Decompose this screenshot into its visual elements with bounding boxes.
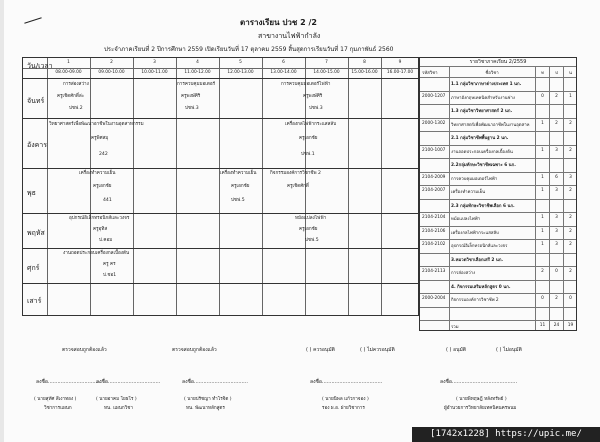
class-teacher: ครูอุทิส (93, 227, 108, 232)
term-info: ประจำภาคเรียนที่ 2 ปีการศึกษา 2559 เปิดเรียนวันที่ 17 ตุลาคม 2559 สิ้นสุดการเรียนวันที่ 17 กุมภาพันธ์ 2560 (104, 46, 394, 53)
class-teacher: ครูเอกชัย (93, 184, 112, 189)
class-subject: เครื่องทำความเย็น (79, 171, 116, 176)
subject-name: การควบคุมมอเตอร์ไฟฟ้า (451, 176, 498, 182)
col-credits: น (569, 71, 572, 76)
subject-practice: 3 (555, 215, 558, 220)
subject-row (420, 307, 576, 318)
subject-practice: 6 (555, 174, 558, 180)
subject-theory: 0 (541, 296, 544, 301)
doc-subtitle: สาขางานไฟฟ้ากำลัง (258, 32, 321, 40)
subject-code: 2104-2102 (422, 242, 446, 247)
subject-credits: 1 (569, 93, 572, 99)
approval-approve: ( ) อนุมัติ (446, 347, 467, 353)
period-number: 2 (110, 60, 113, 65)
period-number: 3 (153, 60, 156, 65)
subject-name: อุปกรณ์อิเล็กทรอนิกส์และวงจร (451, 244, 508, 249)
signatory-role: วิชาการแผนก (44, 406, 72, 411)
subject-name: 4. กิจกรรมเสริมหลักสูตร 0 นก. (451, 284, 511, 290)
subject-row (420, 185, 576, 196)
signatory-name: ( นายปรัชญา ทำโรจิต ) (184, 397, 232, 402)
subject-row (420, 131, 576, 142)
subject-code: 2000-1302 (422, 120, 446, 126)
grid-line (381, 58, 382, 315)
subject-name: รวม (451, 325, 459, 330)
subject-row (420, 91, 576, 102)
signature-line: ลงชื่อ......................................... (440, 379, 518, 385)
period-time: 12.00-13.00 (227, 70, 254, 75)
class-subject: การส่องสว่าง (63, 82, 89, 87)
class-subject: วิทยาศาสตร์เพื่อพัฒนาอาชีพในงานอุตสาหกรรม (49, 122, 144, 127)
class-teacher: ครูเอกชัย (231, 184, 250, 189)
grid-line (219, 58, 220, 315)
signatory-name: ( นายสุทัศ สีเงาทอง ) (34, 397, 77, 402)
class-subject: การควบคุมมอเตอร์ไฟฟ้า (281, 82, 331, 87)
period-number: 8 (363, 60, 366, 65)
day-tuesday: อังคาร (27, 141, 47, 149)
subject-practice: 3 (555, 242, 558, 247)
class-room: ปชฟ.5 (305, 238, 319, 243)
grid-line (348, 58, 349, 315)
subject-practice: 3 (555, 188, 558, 193)
subject-practice: 3 (555, 228, 558, 234)
subject-row (420, 199, 576, 210)
class-teacher: ครูพงษ์ศิริ (181, 94, 201, 99)
grid-line (23, 68, 418, 69)
approval-not-recommend: ( ) ไม่ควรอนุมัติ (360, 347, 395, 353)
subject-code: 2000-1207 (422, 93, 446, 99)
signatory-name: ( นายอาคม โยธโร ) (96, 397, 137, 402)
signatory-role: หน. แผนกวิชา (104, 406, 133, 411)
subject-row (420, 118, 576, 129)
subject-row (420, 226, 576, 237)
subject-theory: 1 (541, 215, 544, 220)
col-theory: ท (541, 71, 544, 76)
grid-line (133, 58, 134, 315)
signatory-name: ( นายพิทฤษฎี หลังทรัพย์ ) (456, 397, 507, 402)
class-subject: งานถอดประกอบเครื่องกลเบื้องต้น (63, 251, 130, 256)
day-friday: ศุกร์ (27, 264, 40, 272)
grid-line (90, 58, 91, 315)
approval-checked-1: ตรวจสอบถูกต้องแล้ว (62, 347, 107, 353)
class-room: 242 (99, 152, 108, 157)
subject-name: เครื่องกลไฟฟ้ากระแสสลับ (451, 230, 499, 236)
grid-line (23, 168, 418, 169)
period-time: 13.00-14.00 (270, 70, 297, 75)
day-monday: จันทร์ (27, 97, 45, 105)
subject-theory: 1 (541, 188, 544, 193)
grid-line (176, 58, 177, 315)
col-practice: ป (555, 71, 558, 76)
grid-line (262, 58, 263, 315)
subjects-header: รายวิชาภาคเรียน 2/2559 (469, 59, 527, 65)
signatory-role: หน. พัฒนาหลักสูตร (186, 406, 225, 411)
class-subject: การควบคุมมอเตอร์ (177, 82, 216, 87)
timetable-grid (22, 57, 419, 316)
subject-name: 3.หมวดวิชาเลือกเสรี 2 นก. (451, 257, 504, 263)
subject-credits: 0 (569, 296, 572, 301)
subject-row (420, 212, 576, 223)
class-subject: อุปกรณ์อิเล็กทรอนิกส์และวงจร (69, 216, 130, 221)
approval-checked-2: ตรวจสอบถูกต้องแล้ว (172, 347, 217, 353)
image-watermark: [1742x1228] https://upic.me/ (412, 427, 600, 442)
grid-line (23, 283, 418, 284)
class-room: 441 (103, 198, 112, 203)
signatory-role: ผู้อำนวยการวิทยาลัยเทคนิคนครพนม (444, 406, 517, 411)
period-number: 9 (398, 60, 402, 65)
class-room: ปชฟ.3 (185, 106, 199, 111)
class-subject: เครื่องกลไฟฟ้ากระแสสลับ (285, 122, 337, 127)
signature-line: ลงชื่อ................................. (96, 379, 161, 385)
period-time: 14.00-15.00 (313, 70, 340, 75)
subject-name: เครื่องทำความเย็น (451, 190, 486, 195)
corner-label: วัน/เวลา (27, 62, 53, 70)
subject-name: การส่องสว่าง (451, 271, 476, 276)
class-teacher: ครูเชิดศักดิ์ (287, 184, 309, 189)
col-name: ชื่อวิชา (485, 71, 499, 76)
period-number: 4 (196, 60, 199, 65)
subject-row (420, 104, 576, 115)
day-saturday: เสาร์ (27, 297, 42, 305)
class-teacher: ครูพิศสมุ (91, 136, 109, 141)
period-time: 09.00-10.00 (98, 70, 125, 75)
subject-name: หม้อแปลงไฟฟ้า (451, 217, 481, 222)
class-teacher: ครูเอกชัย (299, 227, 318, 232)
signature-line: ลงชื่อ...................................... (310, 379, 383, 385)
subject-row (420, 172, 576, 183)
subject-code: 2000-2004 (422, 296, 446, 301)
subject-row (420, 239, 576, 250)
subject-credits: 3 (569, 174, 572, 180)
subject-practice: 2 (555, 120, 558, 126)
subject-name: ภาษาอังกฤษเทคนิคสำหรับงานช่าง (451, 95, 515, 101)
subject-theory: 1 (541, 120, 544, 126)
signatory-role: รอง ผ.อ. ฝ่ายวิชาการ (322, 406, 365, 411)
subject-credits: 2 (569, 147, 572, 153)
subject-code: 2104-2007 (422, 188, 446, 193)
pen-mark (24, 17, 41, 24)
subject-theory: 1 (541, 242, 544, 247)
subject-practice: 2 (555, 296, 558, 301)
period-number: 6 (282, 60, 285, 65)
subject-theory: 0 (541, 93, 544, 99)
subject-row (420, 145, 576, 156)
subject-credits: 2 (569, 215, 572, 220)
signature-line: ลงชื่อ.................................. (182, 379, 248, 385)
subject-name: 2.3 กลุ่มทักษะวิชาชีพเลือก 6 นก. (451, 203, 515, 209)
scan-edge (0, 0, 4, 442)
subject-practice: 3 (555, 147, 558, 153)
subject-theory: 1 (541, 228, 544, 234)
subject-credits: 19 (567, 323, 574, 328)
subject-row (420, 266, 576, 277)
subject-name: งานถอดประกอบเครื่องกลเบื้องต้น (451, 149, 513, 155)
col-code: รหัสวิชา (422, 71, 438, 76)
subject-row (420, 77, 576, 88)
subject-theory: 11 (539, 323, 546, 328)
subject-theory: 1 (541, 174, 544, 180)
subject-credits: 2 (569, 228, 572, 234)
approval-disapprove: ( ) ไม่อนุมัติ (496, 347, 522, 353)
class-subject: เครื่องทำความเย็น (220, 171, 257, 176)
class-teacher: ครูเชิดศักดิ์ล่ะ (57, 94, 85, 99)
period-time: 08.00-09.00 (55, 70, 82, 75)
subject-row (420, 320, 576, 331)
period-time: 15.00-16.00 (351, 70, 378, 75)
subject-name: วิทยาศาสตร์เพื่อพัฒนาอาชีพในงานอุตสาห (451, 122, 530, 128)
class-room: ป.ชอ1 (103, 273, 117, 278)
grid-line (23, 248, 418, 249)
period-number: 1 (67, 60, 70, 65)
class-subject: หม้อแปลงไฟฟ้า (295, 216, 327, 221)
subject-row (420, 280, 576, 291)
subject-name: 1.3 กลุ่มวิชาวิทยาศาสตร์ 2 นก. (451, 109, 513, 114)
class-teacher: ครูเอกชัย (299, 136, 318, 141)
period-number: 7 (325, 60, 328, 65)
class-room: ปชฟ.3 (309, 106, 323, 111)
approval-recommend: ( ) ควรอนุมัติ (306, 347, 335, 353)
subject-practice: 0 (555, 269, 558, 274)
subject-name: 1.1 กลุ่มวิชาภาษาต่างประเทศ 1 นก. (451, 82, 522, 87)
class-subject: กิจกรรมองค์การวิชาชีพ 2 (270, 171, 321, 176)
subject-name: กิจกรรมองค์การวิชาชีพ 2 (451, 298, 499, 303)
signature-line: ลงชื่อ.................................. (36, 379, 102, 385)
subject-credits: 2 (569, 188, 572, 193)
subject-row (420, 293, 576, 304)
subject-code: 2104-2106 (422, 228, 446, 234)
doc-title: ตารางเรียน ปวช 2 /2 (240, 18, 317, 27)
period-time: 10.00-11.00 (141, 70, 168, 75)
subject-theory: 1 (541, 147, 544, 153)
signatory-name: ( นายนิพล แก้วกาจอง ) (322, 397, 369, 402)
class-room: ปชฟ.2 (69, 106, 83, 111)
period-time: 11.00-12.00 (184, 70, 211, 75)
subject-name: 2.2กลุ่มทักษะวิชาชีพเฉพาะ 6 นก. (451, 163, 516, 168)
period-number: 5 (239, 60, 242, 65)
class-room: ป.คอม (99, 238, 113, 243)
subject-code: 2104-2009 (422, 174, 446, 180)
subject-code: 2100-1007 (422, 147, 446, 153)
subject-theory: 2 (541, 269, 544, 274)
period-time: 16.00-17.00 (386, 70, 414, 75)
day-thursday: พฤหัส (27, 229, 45, 237)
class-teacher: ครู คร (103, 262, 116, 267)
subject-practice: 24 (553, 323, 560, 328)
subject-credits: 2 (569, 269, 572, 274)
subject-row (420, 253, 576, 264)
class-room: ปชฟ.1 (301, 152, 315, 157)
grid-line (47, 58, 48, 315)
day-wednesday: พุธ (27, 189, 36, 197)
subject-code: 2104-2113 (422, 269, 446, 274)
subject-row (420, 158, 576, 169)
subjects-table (419, 57, 577, 331)
grid-line (23, 213, 418, 214)
grid-line (23, 78, 418, 79)
class-room: ปชฟ.5 (231, 198, 245, 203)
subject-credits: 2 (569, 120, 572, 126)
subject-practice: 2 (555, 93, 558, 99)
table-header-row (420, 66, 576, 77)
subject-credits: 2 (569, 242, 572, 247)
subject-name: 2.1 กลุ่มวิชาชีพพื้นฐาน 2 นก. (451, 136, 509, 141)
class-teacher: ครูพงษ์ศิริ (303, 94, 323, 99)
subject-code: 2104-2104 (422, 215, 446, 220)
grid-line (23, 118, 418, 119)
